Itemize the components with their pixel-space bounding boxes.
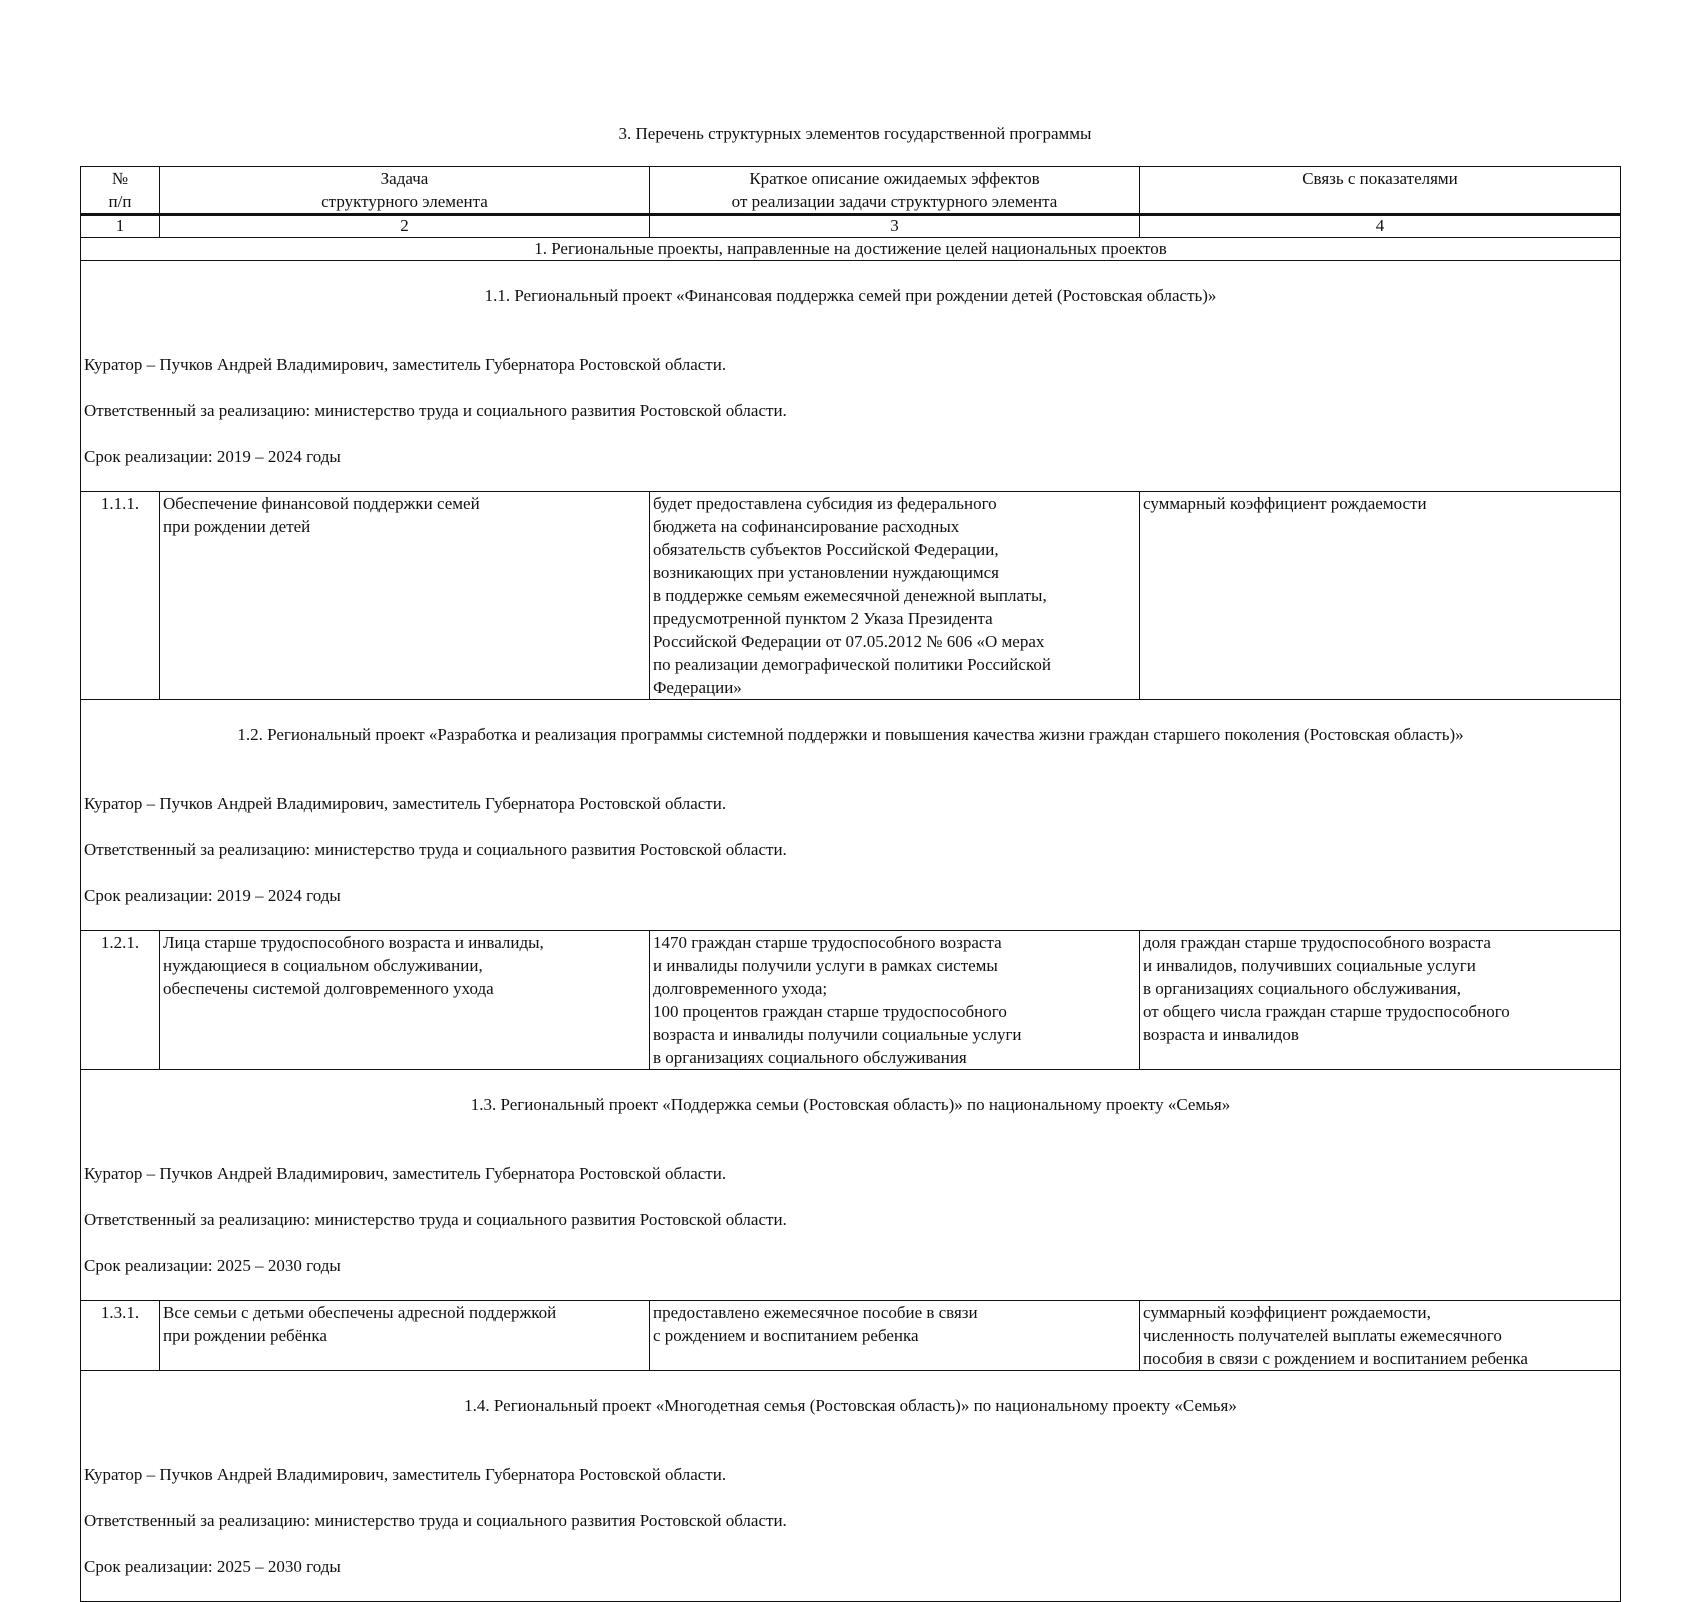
project-responsible: Ответственный за реализацию: министерство труда и социального развития Ростовской области. bbox=[84, 1511, 787, 1530]
row-task: Все семьи с детьми обеспечены адресной поддержкой при рождении ребёнка bbox=[160, 1301, 650, 1371]
project-title: 1.2. Региональный проект «Разработка и реализация программы системной поддержки и повышения качества жизни граждан старшего поколения (Ростовская область)» bbox=[237, 725, 1464, 744]
project-header bbox=[81, 1070, 1621, 1301]
table-row bbox=[81, 492, 1621, 700]
project-curator: Куратор – Пучков Андрей Владимирович, заместитель Губернатора Ростовской области. bbox=[84, 1465, 727, 1484]
project-header-row bbox=[81, 1371, 1621, 1602]
row-task: Лица старше трудоспособного возраста и инвалиды, нуждающиеся в социальном обслуживании, обеспечены системой долговременного ухода bbox=[160, 931, 650, 1070]
row-task: Обеспечение финансовой поддержки семей при рождении детей bbox=[160, 492, 650, 700]
structural-elements-table bbox=[80, 166, 1621, 1602]
project-header bbox=[81, 1371, 1621, 1602]
project-header-row bbox=[81, 700, 1621, 931]
project-title: 1.4. Региональный проект «Многодетная семья (Ростовская область)» по национальному проекту «Семья» bbox=[464, 1396, 1237, 1415]
project-curator: Куратор – Пучков Андрей Владимирович, заместитель Губернатора Ростовской области. bbox=[84, 1164, 727, 1183]
row-effects: предоставлено ежемесячное пособие в связи с рождением и воспитанием ребенка bbox=[650, 1301, 1140, 1371]
column-number: 2 bbox=[160, 215, 650, 238]
column-number: 1 bbox=[81, 215, 160, 238]
row-indicators: суммарный коэффициент рождаемости, численность получателей выплаты ежемесячного пособия в связи с рождением и воспитанием ребенка bbox=[1140, 1301, 1621, 1371]
row-indicators: доля граждан старше трудоспособного возраста и инвалидов, получивших социальные услуги в организациях социального обслуживания, от общего числа граждан старше трудоспособного возраста и инвалидов bbox=[1140, 931, 1621, 1070]
column-number: 3 bbox=[650, 215, 1140, 238]
project-header-row bbox=[81, 261, 1621, 492]
header-effects: Краткое описание ожидаемых эффектов от реализации задачи структурного элемента bbox=[650, 167, 1140, 215]
project-responsible: Ответственный за реализацию: министерство труда и социального развития Ростовской области. bbox=[84, 401, 787, 420]
project-header bbox=[81, 261, 1621, 492]
project-header-row bbox=[81, 1070, 1621, 1301]
page-title: 3. Перечень структурных элементов государственной программы bbox=[618, 124, 1092, 143]
section-row bbox=[81, 238, 1621, 261]
project-period: Срок реализации: 2025 – 2030 годы bbox=[84, 1256, 341, 1275]
row-effects: будет предоставлена субсидия из федерального бюджета на софинансирование расходных обязательств субъектов Российской Федерации, возникающих при установлении нуждающимся в поддержке семьям ежемесячной денежной выплаты, предусмотренной пунктом 2 Указа Президента Российской Федерации от 07.05.2012 № 606 «О мерах по реализации демографической политики Российской Федерации» bbox=[650, 492, 1140, 700]
project-curator: Куратор – Пучков Андрей Владимирович, заместитель Губернатора Ростовской области. bbox=[84, 794, 727, 813]
project-responsible: Ответственный за реализацию: министерство труда и социального развития Ростовской области. bbox=[84, 1210, 787, 1229]
project-curator: Куратор – Пучков Андрей Владимирович, заместитель Губернатора Ростовской области. bbox=[84, 355, 727, 374]
project-title: 1.3. Региональный проект «Поддержка семьи (Ростовская область)» по национальному проекту «Семья» bbox=[470, 1095, 1231, 1114]
project-period: Срок реализации: 2019 – 2024 годы bbox=[84, 447, 341, 466]
row-number: 1.3.1. bbox=[81, 1301, 160, 1371]
project-period: Срок реализации: 2025 – 2030 годы bbox=[84, 1557, 341, 1576]
header-num: № п/п bbox=[81, 167, 160, 215]
project-title: 1.1. Региональный проект «Финансовая поддержка семей при рождении детей (Ростовская область)» bbox=[484, 286, 1217, 305]
header-task: Задача структурного элемента bbox=[160, 167, 650, 215]
project-period: Срок реализации: 2019 – 2024 годы bbox=[84, 886, 341, 905]
project-responsible: Ответственный за реализацию: министерство труда и социального развития Ростовской области. bbox=[84, 840, 787, 859]
row-effects: 1470 граждан старше трудоспособного возраста и инвалиды получили услуги в рамках системы долговременного ухода; 100 процентов граждан старше трудоспособного возраста и инвалиды получили социальные услуги в организациях социального обслуживания bbox=[650, 931, 1140, 1070]
table-row bbox=[81, 931, 1621, 1070]
project-header bbox=[81, 700, 1621, 931]
section-title: 1. Региональные проекты, направленные на достижение целей национальных проектов bbox=[81, 238, 1621, 261]
row-number: 1.1.1. bbox=[81, 492, 160, 700]
column-number-row bbox=[81, 215, 1621, 238]
header-indicators: Связь с показателями bbox=[1140, 167, 1621, 215]
header-row bbox=[81, 167, 1621, 215]
column-number: 4 bbox=[1140, 215, 1621, 238]
table-row bbox=[81, 1301, 1621, 1371]
row-number: 1.2.1. bbox=[81, 931, 160, 1070]
row-indicators: суммарный коэффициент рождаемости bbox=[1140, 492, 1621, 700]
